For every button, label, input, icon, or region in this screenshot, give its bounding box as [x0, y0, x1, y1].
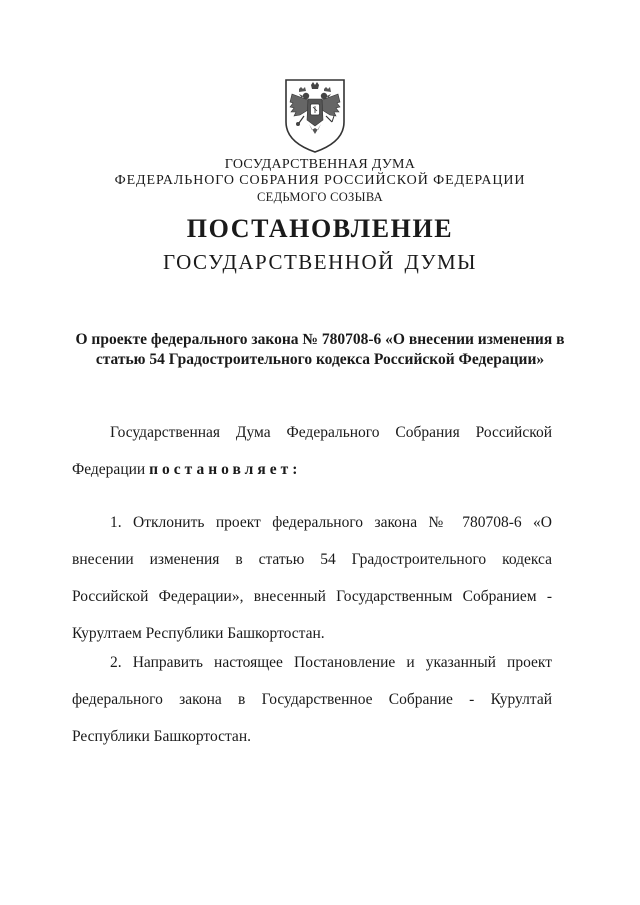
intro-paragraph — [72, 414, 552, 488]
header-line-1: ГОСУДАРСТВЕННАЯ ДУМА — [224, 157, 416, 172]
header-line-3: СЕДЬМОГО СОЗЫВА — [257, 190, 383, 204]
header-line-2: ФЕДЕРАЛЬНОГО СОБРАНИЯ РОССИЙСКОЙ ФЕДЕРАЦИИ — [114, 173, 526, 188]
intro-text: Государственная Дума Федерального Собрания Российской Федерации — [72, 424, 552, 478]
document-issuer: ГОСУДАРСТВЕННОЙ ДУМЫ — [163, 250, 477, 274]
item-1-paragraph: 1. Отклонить проект федерального закона № 780708-6 «О внесении изменения в статью 54 Градостроительного кодекса Российской Федерации», внесенный Государственным Собранием - Курултаем Республики Башкортостан. — [72, 514, 552, 642]
item-2-paragraph: 2. Направить настоящее Постановление и указанный проект федерального закона в Государственное Собрание - Курултай Республики Башкортостан. — [72, 654, 552, 745]
intro-verb: постановляет: — [149, 461, 302, 478]
document-subject: О проекте федерального закона № 780708-6 «О внесении изменения в статью 54 Градостроительного кодекса Российской Федерации» — [75, 331, 565, 368]
document-type: ПОСТАНОВЛЕНИЕ — [186, 214, 454, 243]
coat-of-arms-icon — [282, 76, 348, 154]
